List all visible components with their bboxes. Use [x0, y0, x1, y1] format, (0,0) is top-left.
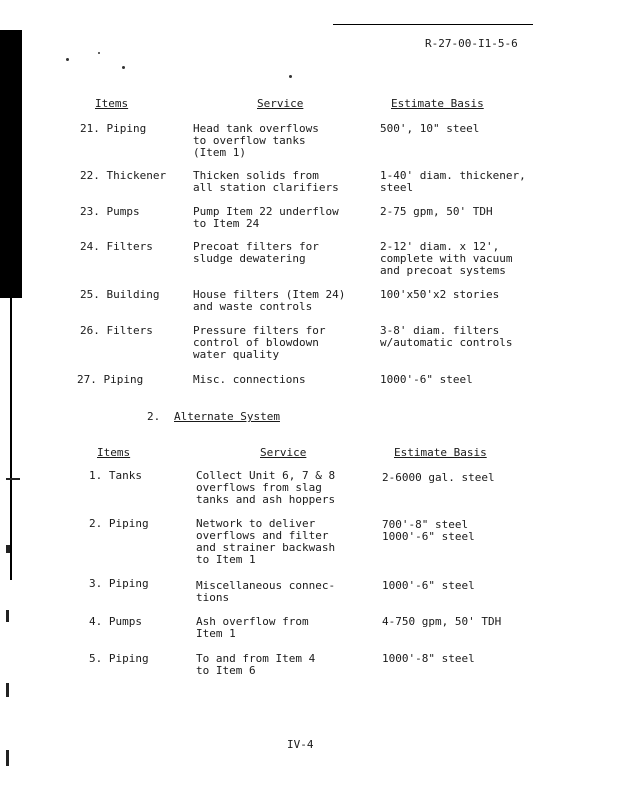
- row-basis: 2-12' diam. x 12',: [380, 240, 500, 253]
- row-basis: 2-75 gpm, 50' TDH: [380, 205, 493, 218]
- row-item: 22. Thickener: [80, 169, 167, 182]
- row-item: 21. Piping: [80, 122, 147, 135]
- row-service: Network to deliver: [196, 517, 316, 530]
- scan-edge-line: [10, 298, 12, 580]
- row-service: (Item 1): [193, 146, 246, 159]
- row-service: Pump Item 22 underflow: [193, 205, 339, 218]
- row-service: tanks and ash hoppers: [196, 493, 336, 506]
- row-basis: and precoat systems: [380, 264, 506, 277]
- row-basis: 1000'-8" steel: [382, 652, 475, 665]
- row-service: to Item 6: [196, 664, 256, 677]
- row-service: tions: [196, 591, 230, 604]
- items-column-header: Items: [95, 97, 129, 110]
- speck: [98, 52, 100, 54]
- row-item: 4. Pumps: [89, 615, 142, 628]
- row-service: all station clarifiers: [193, 181, 339, 194]
- row-item: 27. Piping: [77, 373, 144, 386]
- row-service: overflows and filter: [196, 529, 329, 542]
- speck: [66, 58, 69, 61]
- row-item: 23. Pumps: [80, 205, 140, 218]
- row-basis: 1000'-6" steel: [380, 373, 473, 386]
- row-service: sludge dewatering: [193, 252, 306, 265]
- row-service: to overflow tanks: [193, 134, 306, 147]
- row-basis: 1000'-6" steel: [382, 530, 475, 543]
- row-service: Thicken solids from: [193, 169, 319, 182]
- row-basis: 4-750 gpm, 50' TDH: [382, 615, 502, 628]
- top-rule-line: [333, 24, 533, 25]
- scan-mark: [6, 478, 20, 480]
- document-number: R-27-00-I1-5-6: [425, 37, 518, 50]
- row-item: 26. Filters: [80, 324, 153, 337]
- row-service: To and from Item 4: [196, 652, 316, 665]
- scan-mark: [6, 545, 10, 553]
- row-service: Pressure filters for: [193, 324, 326, 337]
- row-basis: steel: [380, 181, 414, 194]
- row-service: Head tank overflows: [193, 122, 319, 135]
- row-basis: 2-6000 gal. steel: [382, 471, 495, 484]
- items-column-header: Items: [97, 446, 131, 459]
- page-number: IV-4: [287, 738, 314, 751]
- row-basis: 700'-8" steel: [382, 518, 469, 531]
- row-service: Misc. connections: [193, 373, 306, 386]
- row-service: Collect Unit 6, 7 & 8: [196, 469, 336, 482]
- row-service: House filters (Item 24): [193, 288, 346, 301]
- row-service: Miscellaneous connec-: [196, 579, 336, 592]
- row-item: 25. Building: [80, 288, 160, 301]
- row-service: Precoat filters for: [193, 240, 319, 253]
- row-service: overflows from slag: [196, 481, 322, 494]
- row-basis: w/automatic controls: [380, 336, 513, 349]
- estimate-basis-column-header: Estimate Basis: [394, 446, 487, 459]
- estimate-basis-column-header: Estimate Basis: [391, 97, 484, 110]
- scan-mark: [6, 683, 9, 697]
- row-service: to Item 24: [193, 217, 260, 230]
- row-item: 5. Piping: [89, 652, 149, 665]
- row-basis: complete with vacuum: [380, 252, 513, 265]
- section-title: Alternate System: [174, 410, 280, 423]
- scan-mark: [6, 610, 9, 622]
- speck: [289, 75, 292, 78]
- service-column-header: Service: [260, 446, 307, 459]
- service-column-header: Service: [257, 97, 304, 110]
- scan-edge-bar: [0, 30, 22, 298]
- row-item: 2. Piping: [89, 517, 149, 530]
- row-item: 3. Piping: [89, 577, 149, 590]
- row-service: Ash overflow from: [196, 615, 309, 628]
- scan-mark: [6, 750, 9, 766]
- row-basis: 1000'-6" steel: [382, 579, 475, 592]
- row-item: 24. Filters: [80, 240, 153, 253]
- row-service: Item 1: [196, 627, 236, 640]
- row-basis: 3-8' diam. filters: [380, 324, 500, 337]
- speck: [122, 66, 125, 69]
- row-service: and strainer backwash: [196, 541, 336, 554]
- row-service: control of blowdown: [193, 336, 319, 349]
- row-service: and waste controls: [193, 300, 313, 313]
- row-basis: 1-40' diam. thickener,: [380, 169, 526, 182]
- section-number: 2.: [147, 410, 161, 423]
- row-service: to Item 1: [196, 553, 256, 566]
- row-service: water quality: [193, 348, 280, 361]
- row-basis: 100'x50'x2 stories: [380, 288, 500, 301]
- row-basis: 500', 10" steel: [380, 122, 480, 135]
- row-item: 1. Tanks: [89, 469, 142, 482]
